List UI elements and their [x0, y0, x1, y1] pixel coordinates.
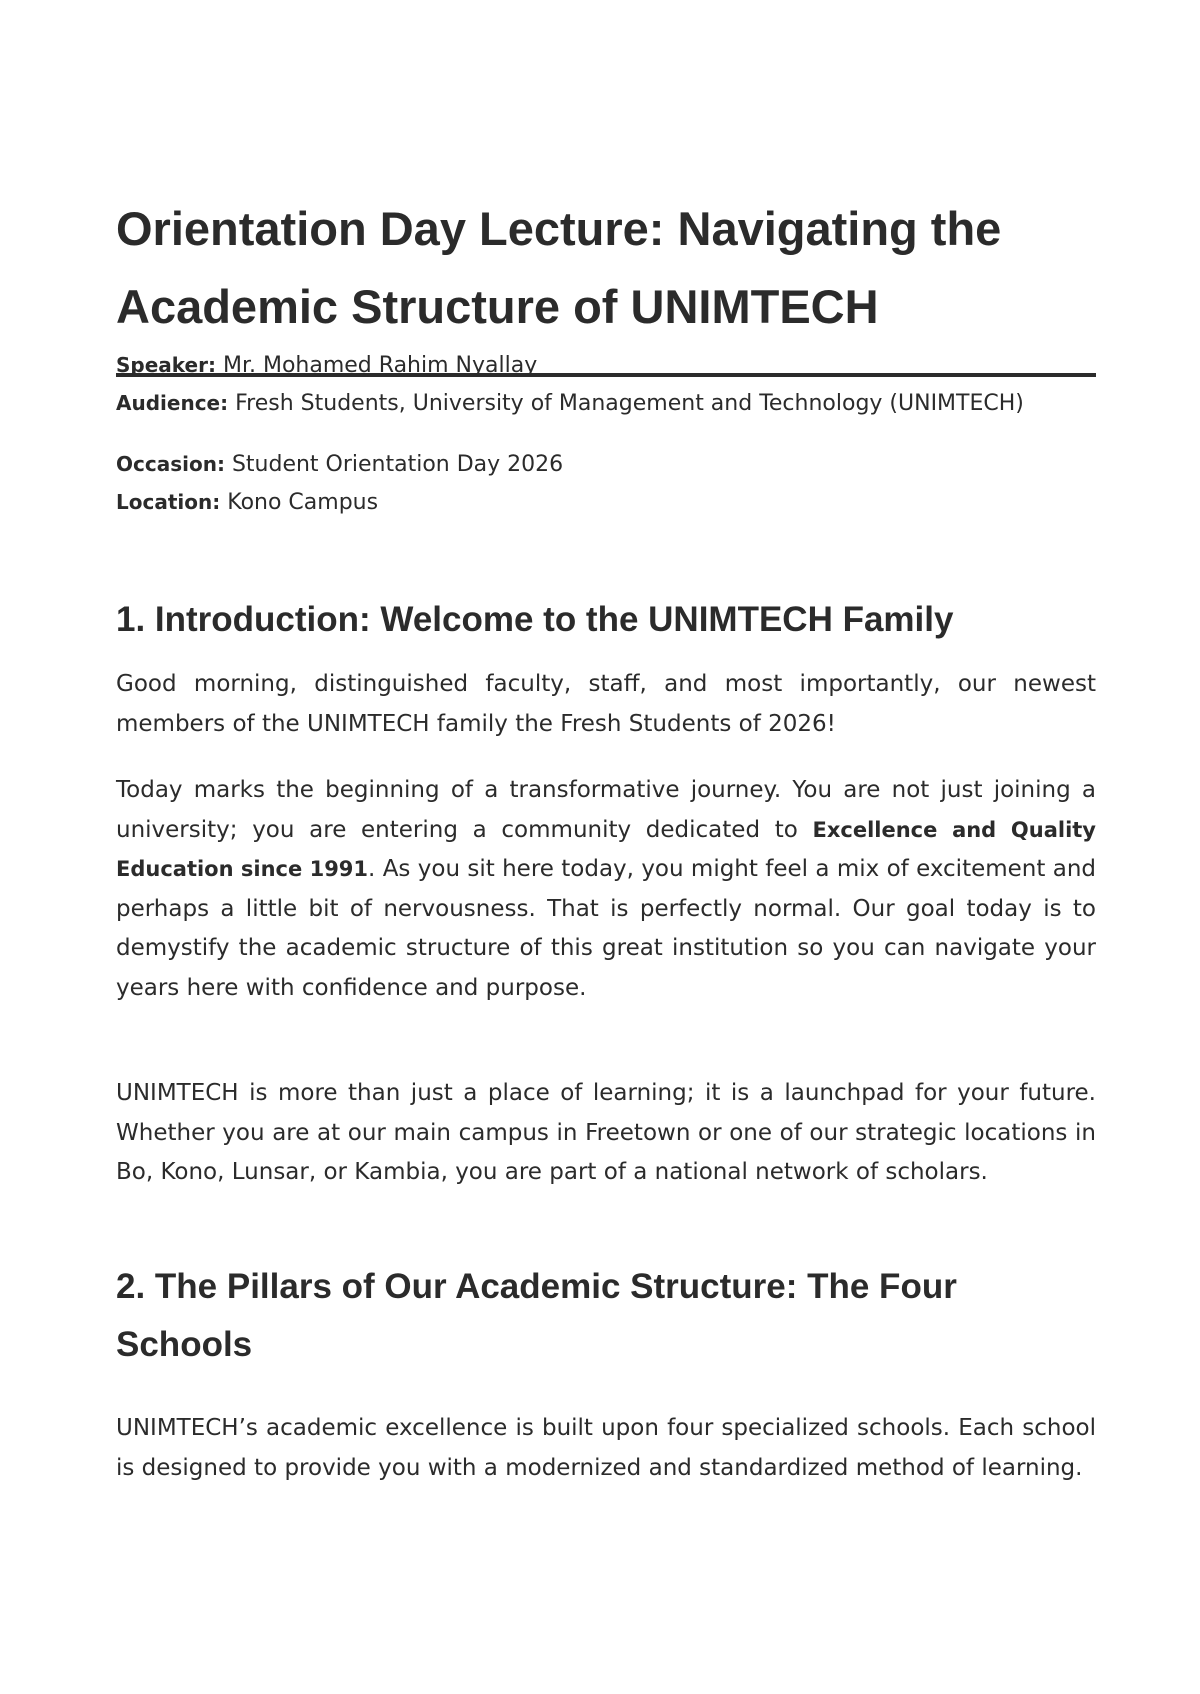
meta-label: Speaker: [116, 353, 208, 377]
document-title: Orientation Day Lecture: Navigating the Academic Structure of UNIMTECH: [116, 202, 1002, 333]
paragraph-schools-intro: UNIMTECH’s academic excellence is built upon four specialized schools. Each school is designed to provide you with a modernized and standardized method of learning.: [116, 1415, 1096, 1481]
meta-value: Fresh Students, University of Management and Technology (UNIMTECH): [235, 391, 1024, 416]
meta-audience: Audience: Fresh Students, University of Management and Technology (UNIMTECH): [116, 391, 1024, 416]
meta-occasion: Occasion: Student Orientation Day 2026: [116, 452, 564, 477]
meta-label: Location: [116, 490, 213, 514]
highlight-excellence: Excellence and Quality Education since 1991: [116, 817, 1096, 881]
paragraph-launchpad: UNIMTECH is more than just a place of learning; it is a launchpad for your future. Whether you are at our main campus in Freetown or one of our strategic locations in Bo, Kono, Lunsar, or Kambia, you are part of a national network of scholars.: [116, 1080, 1096, 1185]
paragraph-greeting: Good morning, distinguished faculty, staff, and most importantly, our newest members of the UNIMTECH family the Fresh Students of 2026!: [116, 671, 1096, 737]
meta-label: Audience: [116, 391, 221, 415]
meta-value: Kono Campus: [227, 490, 379, 515]
meta-speaker: Speaker: Mr. Mohamed Rahim Nyallay: [116, 353, 538, 378]
meta-value: Student Orientation Day 2026: [231, 452, 564, 477]
meta-label: Occasion: [116, 452, 217, 476]
meta-location: Location: Kono Campus: [116, 490, 379, 515]
paragraph-journey: Today marks the beginning of a transformative journey. You are not just joining a university; you are entering a community dedicated to Excellence and Quality Education since 1991. As you sit here today, you might feel a mix of excitement and perhaps a little bit of nervousness. That is perfectly normal. Our goal today is to demystify the academic structure of this great institution so you can navigate your years here with confidence and purpose.: [116, 777, 1096, 1001]
section-heading-introduction: 1. Introduction: Welcome to the UNIMTECH Family: [116, 600, 954, 639]
section-heading-four-schools: 2. The Pillars of Our Academic Structure: The Four Schools: [116, 1267, 957, 1364]
meta-value: Mr. Mohamed Rahim Nyallay: [222, 353, 538, 378]
